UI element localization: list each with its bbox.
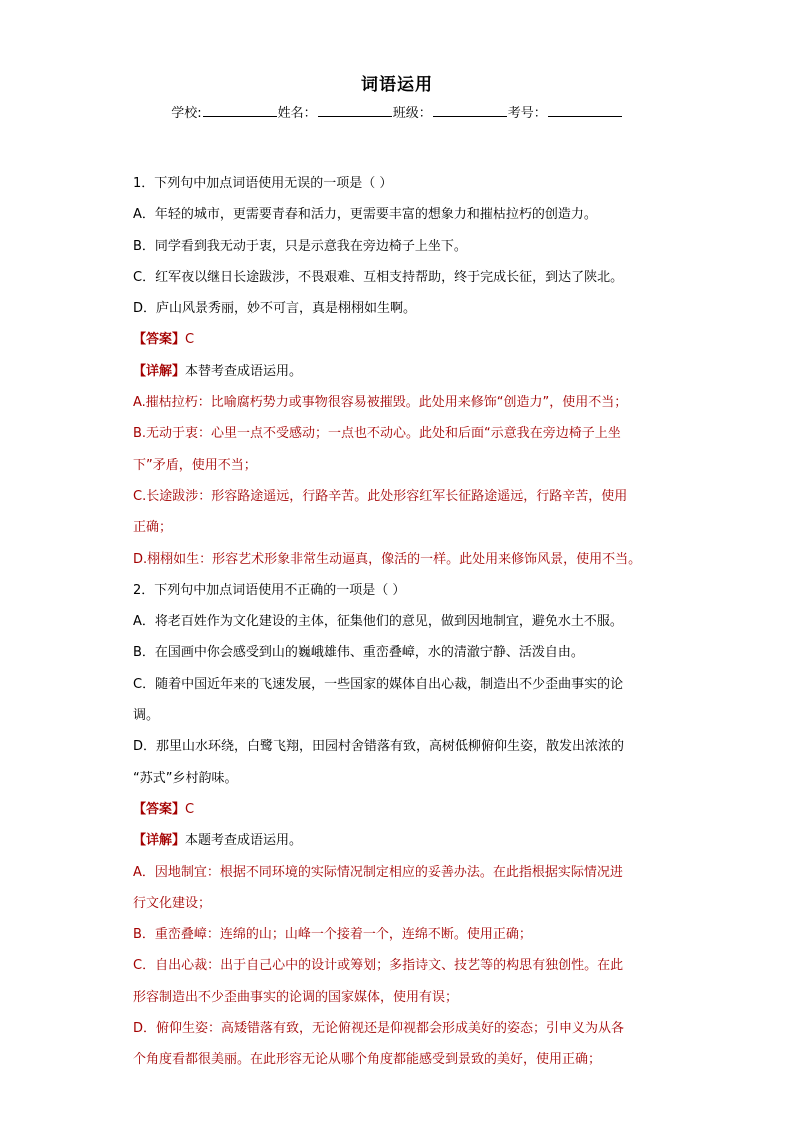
question-stem: 2．下列句中加点词语使用不正确的一项是（ ） bbox=[133, 582, 406, 598]
option-a: A．将老百姓作为文化建设的主体，征集他们的意见，做到因地制宜，避免水土不服。 bbox=[133, 614, 623, 630]
analysis-tag: 【详解】 bbox=[133, 363, 186, 379]
option-d: D．庐山风景秀丽，妙不可言，真是栩栩如生啊。 bbox=[133, 301, 417, 317]
analysis-intro-line bbox=[133, 356, 663, 387]
page-title: 词语运用 bbox=[361, 75, 433, 95]
analysis-intro: 本替考查成语运用。 bbox=[185, 363, 303, 379]
analysis-line: 行文化建设； bbox=[133, 895, 212, 911]
analysis-line: 形容制造出不少歪曲事实的论调的国家媒体，使用有误； bbox=[133, 989, 459, 1005]
question-stem: 1．下列句中加点词语使用无误的一项是（ ） bbox=[133, 176, 393, 191]
student-info-row bbox=[0, 102, 794, 121]
option-d-continued: “苏式”乡村韵味。 bbox=[133, 770, 238, 786]
answer-tag: 【答案】 bbox=[133, 332, 186, 348]
option-b: B．在国画中你会感受到山的巍峨雄伟、重峦叠嶂，水的清澈宁静、活泼自由。 bbox=[133, 645, 584, 661]
analysis-intro-line bbox=[133, 825, 663, 856]
class-label: 班级： bbox=[392, 106, 432, 121]
analysis-line: C.长途跋涉：形容路途遥远，行路辛苦。此处形容红军长征路途遥远，行路辛苦，使用 bbox=[133, 488, 628, 504]
analysis-intro: 本题考查成语运用。 bbox=[185, 833, 303, 849]
analysis-line: A.摧枯拉朽：比喻腐朽势力或事物很容易被摧毁。此处用来修饰“创造力”，使用不当； bbox=[133, 395, 628, 411]
option-c-continued: 调。 bbox=[133, 708, 160, 724]
class-blank bbox=[433, 104, 507, 117]
answer-value: C bbox=[185, 332, 195, 348]
analysis-line: 下”矛盾，使用不当； bbox=[133, 457, 257, 473]
option-b: B．同学看到我无动于衷，只是示意我在旁边椅子上坐下。 bbox=[133, 238, 467, 254]
answer-value: C bbox=[185, 801, 195, 817]
analysis-line: 正确； bbox=[133, 520, 173, 536]
analysis-line: 个角度看都很美丽。在此形容无论从哪个角度都能感受到景致的美好，使用正确； bbox=[133, 1052, 602, 1068]
number-blank bbox=[548, 104, 622, 117]
number-label: 考号： bbox=[507, 106, 547, 121]
question-list bbox=[133, 168, 663, 1076]
analysis-line: B.无动于衷：心里一点不受感动；一点也不动心。此处和后面“示意我在旁边椅子上坐 bbox=[133, 426, 621, 442]
name-blank bbox=[318, 104, 392, 117]
analysis-line: C．自出心裁：出于自己心中的设计或筹划；多指诗文、技艺等的构思有独创性。在此 bbox=[133, 958, 624, 974]
name-label: 姓名： bbox=[277, 106, 317, 121]
option-a: A．年轻的城市，更需要青春和活力，更需要丰富的想象力和摧枯拉朽的创造力。 bbox=[133, 207, 597, 223]
analysis-line: B．重峦叠嶂：连绵的山；山峰一个接着一个，连绵不断。使用正确； bbox=[133, 927, 532, 943]
analysis-tag: 【详解】 bbox=[133, 833, 186, 849]
answer-tag: 【答案】 bbox=[133, 801, 186, 817]
analysis-line: A．因地制宜：根据不同环境的实际情况制定相应的妥善办法。在此指根据实际情况进 bbox=[133, 864, 623, 880]
analysis-line: D．俯仰生姿：高矮错落有致，无论俯视还是仰视都会形成美好的姿态；引申义为从各 bbox=[133, 1021, 625, 1037]
option-c: C．红军夜以继日长途跋涉，不畏艰难、互相支持帮助，终于完成长征，到达了陕北。 bbox=[133, 269, 624, 285]
answer-line bbox=[133, 794, 663, 825]
analysis-line: D.栩栩如生：形容艺术形象非常生动逼真，像活的一样。此处用来修饰风景，使用不当。 bbox=[133, 551, 642, 567]
school-label: 学校: bbox=[171, 106, 202, 121]
school-blank bbox=[203, 104, 277, 117]
answer-line bbox=[133, 324, 663, 355]
option-d: D．那里山水环绕，白鹭飞翔，田园村舍错落有致，高树低柳俯仰生姿，散发出浓浓的 bbox=[133, 739, 625, 755]
option-c: C．随着中国近年来的飞速发展，一些国家的媒体自出心裁，制造出不少歪曲事实的论 bbox=[133, 676, 624, 692]
